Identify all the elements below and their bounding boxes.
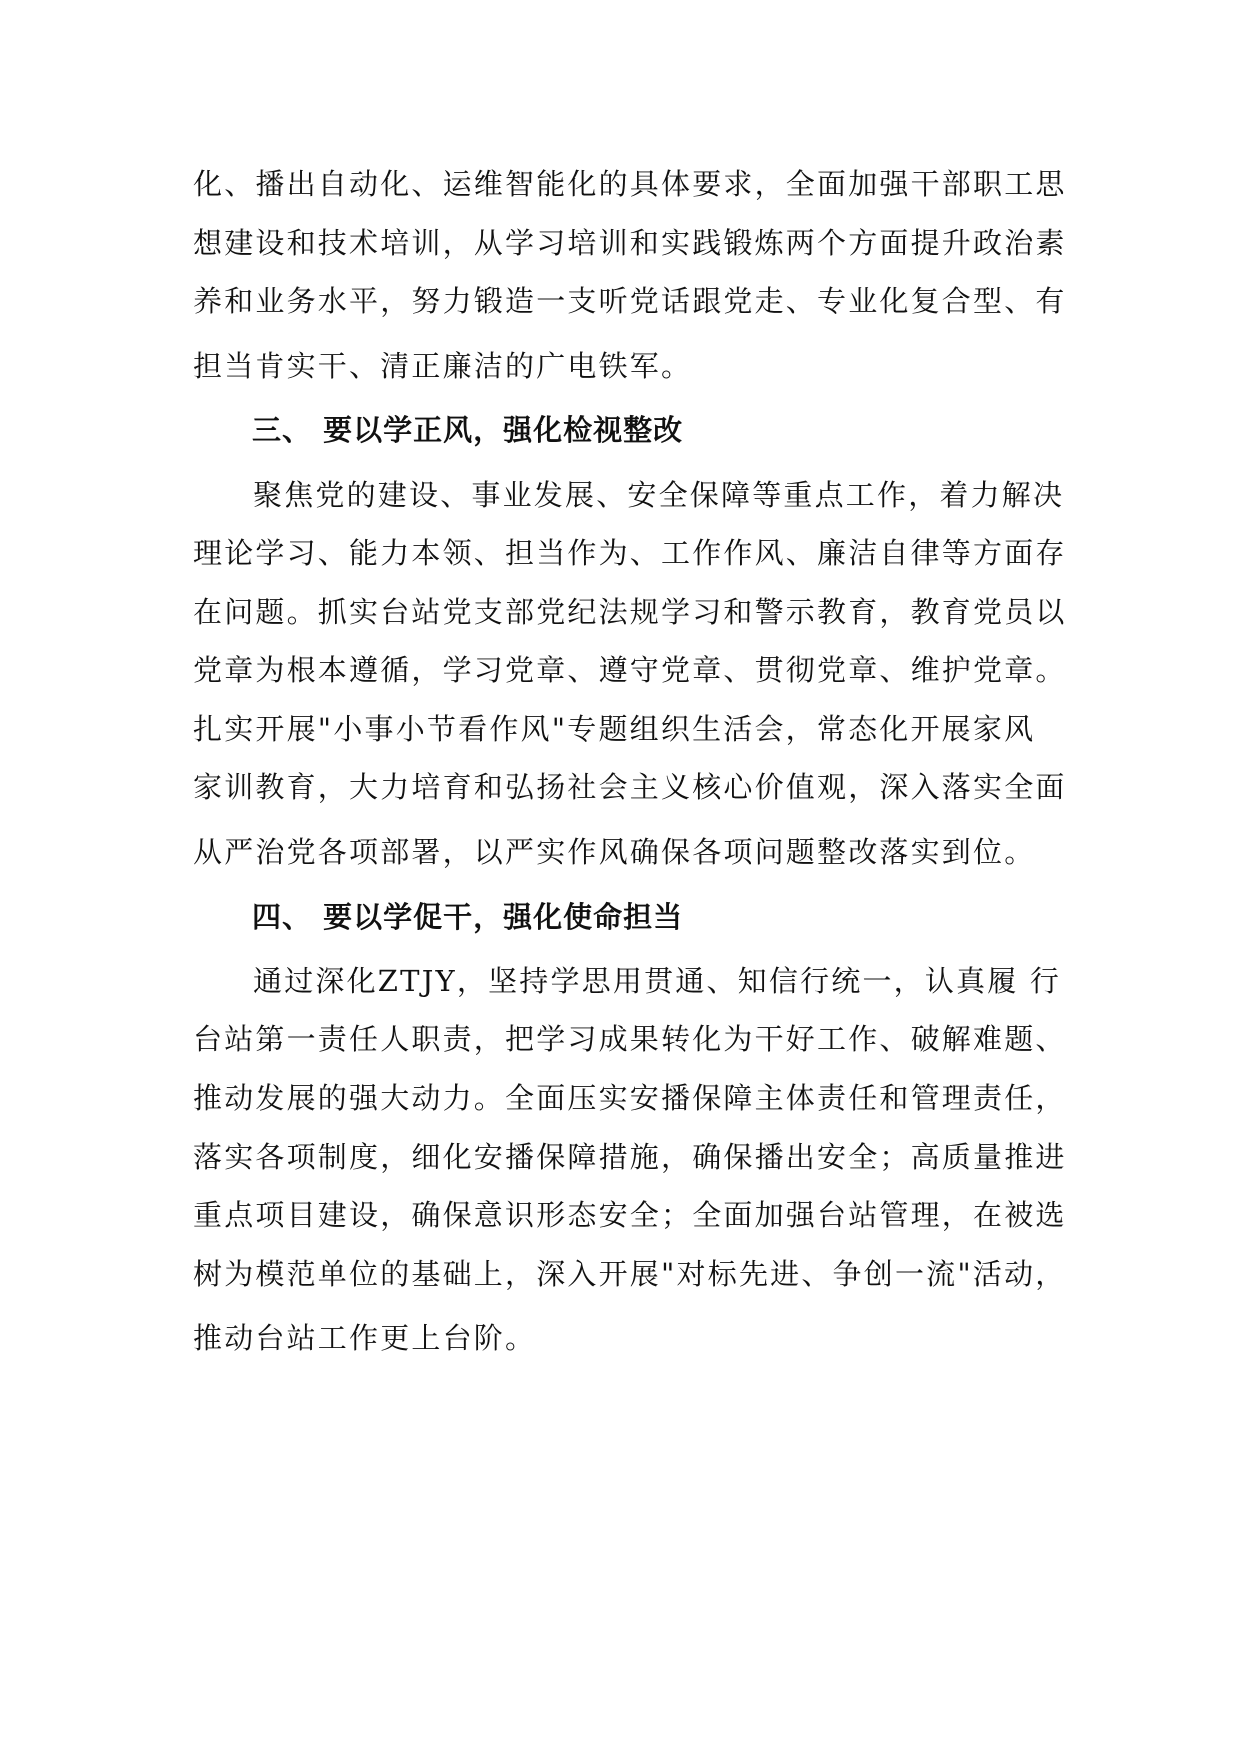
paragraph-line: 理论学习、能力本领、担当作为、工作作风、廉洁自律等方面存	[193, 536, 1067, 570]
section-heading: 三、 要以学正风，强化检视整改	[252, 413, 684, 447]
paragraph-line: 担当肯实干、清正廉洁的广电铁军。	[193, 349, 693, 383]
paragraph-line: 树为模范单位的基础上，深入开展"对标先进、争创一流"活动，	[193, 1257, 1067, 1291]
paragraph-line: 落实各项制度，细化安播保障措施，确保播出安全；高质量推进	[193, 1140, 1067, 1174]
paragraph-line: 家训教育，大力培育和弘扬社会主义核心价值观，深入落实全面	[193, 770, 1067, 804]
paragraph-line: 聚焦党的建设、事业发展、安全保障等重点工作，着力解决	[253, 478, 1065, 512]
paragraph-line: 重点项目建设，确保意识形态安全；全面加强台站管理，在被选	[193, 1198, 1067, 1232]
paragraph-line: 通过深化ZTJY，坚持学思用贯通、知信行统一，认真履 行	[253, 964, 1062, 998]
paragraph-line: 养和业务水平，努力锻造一支听党话跟党走、专业化复合型、有	[193, 284, 1067, 318]
paragraph-line: 党章为根本遵循，学习党章、遵守党章、贯彻党章、维护党章。	[193, 653, 1067, 687]
paragraph-line: 扎实开展"小事小节看作风"专题组织生活会，常态化开展家风	[193, 712, 1036, 746]
paragraph-line: 台站第一责任人职责，把学习成果转化为干好工作、破解难题、	[193, 1022, 1067, 1056]
section-heading: 四、 要以学促干，强化使命担当	[252, 900, 684, 934]
paragraph-line: 想建设和技术培训，从学习培训和实践锻炼两个方面提升政治素	[193, 226, 1067, 260]
paragraph-line: 从严治党各项部署，以严实作风确保各项问题整改落实到位。	[193, 835, 1036, 869]
paragraph-line: 推动发展的强大动力。全面压实安播保障主体责任和管理责任，	[193, 1081, 1067, 1115]
paragraph-line: 在问题。抓实台站党支部党纪法规学习和警示教育，教育党员以	[193, 595, 1067, 629]
paragraph-line: 推动台站工作更上台阶。	[193, 1321, 537, 1355]
paragraph-line: 化、播出自动化、运维智能化的具体要求，全面加强干部职工思	[193, 167, 1067, 201]
